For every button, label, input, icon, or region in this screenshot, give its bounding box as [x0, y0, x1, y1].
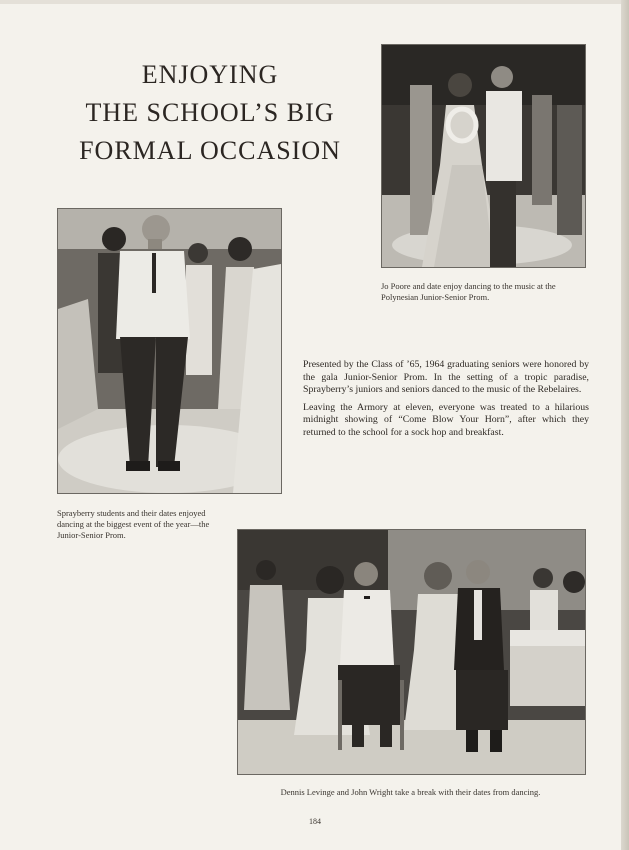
caption-students-dancing: Sprayberry students and their dates enjoyed dancing at the biggest event of the year—the Junior-Senior Prom.	[57, 508, 210, 540]
page-title	[60, 56, 360, 170]
title-line-2: THE SCHOOL’S BIG	[85, 98, 335, 127]
photo-students-dancing	[57, 208, 282, 494]
caption-couples-seated: Dennis Levinge and John Wright take a break with their dates from dancing.	[280, 787, 541, 797]
photo-couple-dancing	[381, 44, 586, 268]
article-paragraph-1: Presented by the Class of ’65, 1964 graduating seniors were honored by the gala Junior-Senior Prom. In the setting of a tropic paradise, Sprayberry’s juniors and seniors danced to the music of the Rebelaires.	[303, 359, 589, 396]
title-line-1: ENJOYING	[141, 60, 279, 89]
page-right-edge	[621, 0, 629, 850]
photo-couples-seated	[237, 529, 586, 775]
article-paragraph-2: Leaving the Armory at eleven, everyone was treated to a hilarious midnight showing of “Come Blow Your Horn”, after which they returned to the school for a sock hop and breakfast.	[303, 401, 589, 438]
title-line-3: FORMAL OCCASION	[79, 136, 341, 165]
photo-students-dancing-image	[58, 209, 281, 493]
page-number: 184	[309, 817, 321, 826]
page-top-edge	[0, 0, 629, 4]
photo-couples-seated-image	[238, 530, 585, 774]
article-body	[303, 359, 589, 445]
caption-couple-dancing: Jo Poore and date enjoy dancing to the music at the Polynesian Junior-Senior Prom.	[381, 281, 556, 302]
photo-couple-dancing-image	[382, 45, 585, 267]
